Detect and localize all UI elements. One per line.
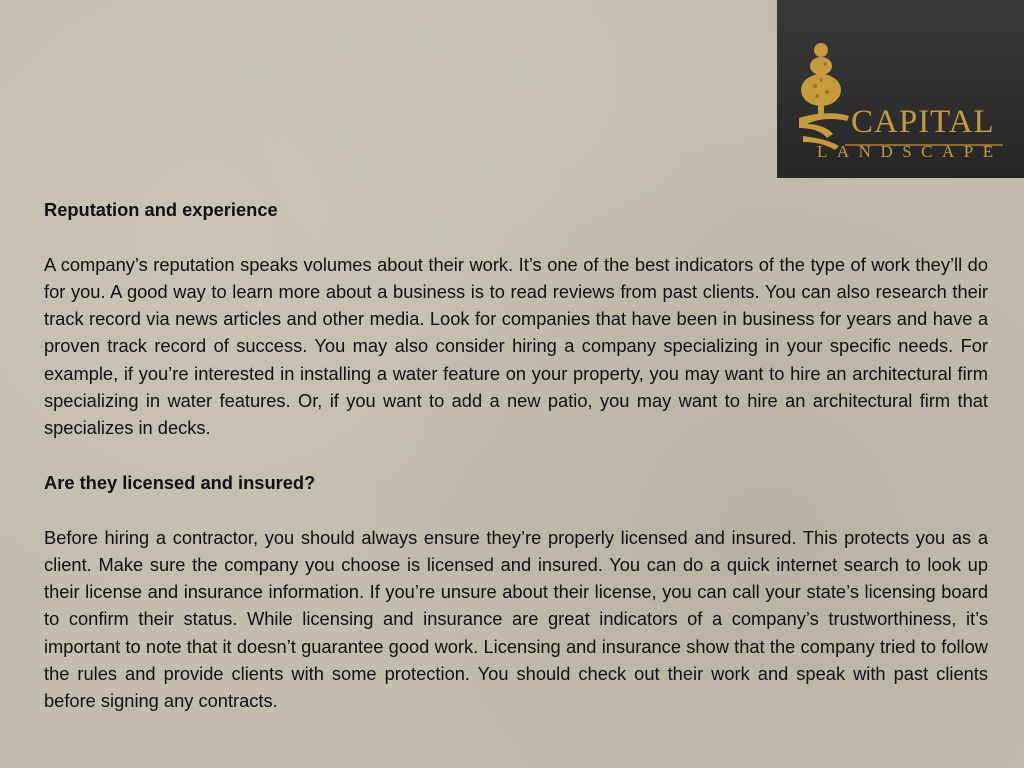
capital-landscape-logo bbox=[777, 0, 1024, 178]
article-content bbox=[44, 196, 988, 715]
spacer bbox=[44, 223, 988, 250]
section-body-reputation: A company’s reputation speaks volumes about their work. It’s one of the best indicators of the type of work they’ll do for you. A good way to learn more about a business is to read reviews from past clients. You can also research their track record via news articles and other media. Look for companies that have been in business for years and have a proven track record of success. You may also consider hiring a company specializing in your specific needs. For example, if you’re interested in installing a water feature on your property, you may want to hire an architectural firm specializing in water features. Or, if you want to add a new patio, you may want to hire an architectural firm that specializes in decks. bbox=[44, 253, 988, 439]
section-body-licensed: Before hiring a contractor, you should always ensure they’re properly licensed and insured. This protects you as a client. Make sure the company you choose is licensed and insured. You can do a quick internet search to look up their license and insurance information. If you’re unsure about their license, you can call your state’s licensing board to confirm their status. While licensing and insurance are great indicators of a company’s trustworthiness, it’s important to note that it doesn’t guarantee good work. Licensing and insurance show that the company tried to follow the rules and provide clients with some protection. You should check out their work and speak with past clients before signing any contracts. bbox=[44, 526, 988, 712]
logo-brand-line2: LANDSCAPE bbox=[817, 142, 1003, 161]
spacer bbox=[44, 496, 988, 523]
section-heading-licensed: Are they licensed and insured? bbox=[44, 471, 316, 493]
section-heading-reputation: Reputation and experience bbox=[44, 199, 278, 220]
logo-brand-line1: CAPITAL bbox=[851, 104, 995, 140]
spacer bbox=[44, 442, 988, 469]
